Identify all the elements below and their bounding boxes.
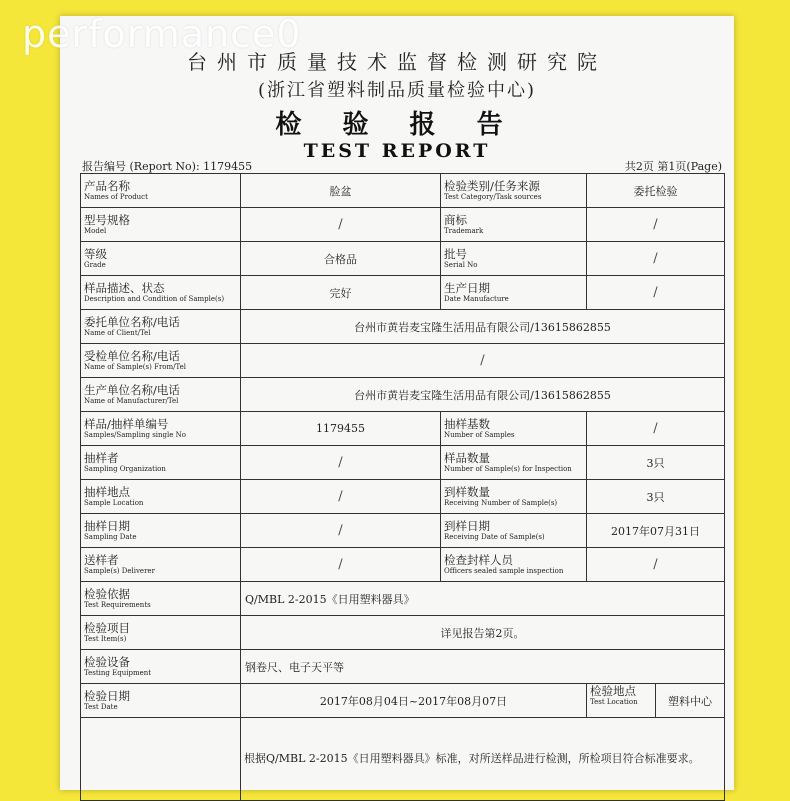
- field-value: 合格品: [241, 242, 441, 276]
- field-value: 台州市黄岩麦宝隆生活用品有限公司/13615862855: [241, 378, 725, 412]
- report-sheet: [60, 16, 734, 790]
- field-label: 批号 Serial No: [441, 242, 587, 276]
- field-value: /: [587, 242, 725, 276]
- field-value: /: [241, 446, 441, 480]
- conclusion-label-cell: [81, 718, 241, 801]
- field-label: 样品描述、状态 Description and Condition of Sample(s): [81, 276, 241, 310]
- table-row: [81, 582, 725, 616]
- report-table: [80, 173, 725, 801]
- center-name: (浙江省塑料制品质量检验中心): [257, 80, 537, 101]
- table-row: [81, 446, 725, 480]
- field-label: 到样数量 Receiving Number of Sample(s): [441, 480, 587, 514]
- field-value: 委托检验: [587, 174, 725, 208]
- field-value: 脸盆: [241, 174, 441, 208]
- field-label: 受检单位名称/电话 Name of Sample(s) From/Tel: [81, 344, 241, 378]
- field-label: 送样者 Sample(s) Deliverer: [81, 548, 241, 582]
- field-label: 抽样基数 Number of Samples: [441, 412, 587, 446]
- table-row: [81, 480, 725, 514]
- table-row: [81, 310, 725, 344]
- field-label: 商标 Trademark: [441, 208, 587, 242]
- conclusion-text: 根据Q/MBL 2-2015《日用塑料器具》标准，对所送样品进行检测，所检项目符合标准要求。: [241, 718, 725, 801]
- institute-name: 台州市质量技术监督检测研究院: [187, 50, 607, 74]
- table-row: [81, 718, 725, 801]
- field-value: 塑料中心: [668, 694, 712, 708]
- field-label: 检验地点 Test Location: [587, 684, 656, 717]
- table-row: [81, 276, 725, 310]
- table-row: [81, 174, 725, 208]
- field-value: /: [587, 412, 725, 446]
- field-label: 生产单位名称/电话 Name of Manufacturer/Tel: [81, 378, 241, 412]
- report-number: 报告编号 (Report No): 1179455: [82, 160, 253, 173]
- table-row: [81, 548, 725, 582]
- field-value: /: [241, 548, 441, 582]
- field-value: /: [241, 208, 441, 242]
- field-label: 检验项目 Test Item(s): [81, 616, 241, 650]
- field-label: 抽样日期 Sampling Date: [81, 514, 241, 548]
- field-value: Q/MBL 2-2015《日用塑料器具》: [241, 582, 725, 616]
- test-location-cell: [587, 684, 725, 718]
- field-value: 2017年08月04日~2017年08月07日: [241, 684, 587, 718]
- field-label: 抽样地点 Sample Location: [81, 480, 241, 514]
- table-row: [81, 208, 725, 242]
- field-value: 2017年07月31日: [587, 514, 725, 548]
- field-label: 型号规格 Model: [81, 208, 241, 242]
- table-row: [81, 616, 725, 650]
- field-value: /: [587, 548, 725, 582]
- table-row: [81, 344, 725, 378]
- field-label: 检验类别/任务来源 Test Category/Task sources: [441, 174, 587, 208]
- field-label: 检查封样人员 Officers sealed sample inspection: [441, 548, 587, 582]
- field-label: 样品数量 Number of Sample(s) for Inspection: [441, 446, 587, 480]
- report-title-cn: 检 验 报 告: [275, 110, 519, 140]
- field-label: 产品名称 Names of Product: [81, 174, 241, 208]
- field-value: /: [587, 208, 725, 242]
- field-label: 检验日期 Test Date: [81, 684, 241, 718]
- field-value: 3只: [587, 480, 725, 514]
- table-row: [81, 378, 725, 412]
- field-value: 1179455: [241, 412, 441, 446]
- table-row: [81, 650, 725, 684]
- field-value: /: [241, 514, 441, 548]
- field-label: 到样日期 Receiving Date of Sample(s): [441, 514, 587, 548]
- field-value: 钢卷尺、电子天平等: [241, 650, 725, 684]
- field-value: /: [241, 480, 441, 514]
- report-title-en: TEST REPORT: [303, 140, 491, 162]
- table-row: [81, 412, 725, 446]
- field-value: 台州市黄岩麦宝隆生活用品有限公司/13615862855: [241, 310, 725, 344]
- field-value: 完好: [241, 276, 441, 310]
- field-value: 详见报告第2页。: [241, 616, 725, 650]
- watermark: performance0: [22, 12, 302, 56]
- table-row: [81, 514, 725, 548]
- page-info: 共2页 第1页(Page): [624, 160, 722, 173]
- table-row: [81, 242, 725, 276]
- field-label: 检验设备 Testing Equipment: [81, 650, 241, 684]
- field-label: 委托单位名称/电话 Name of Client/Tel: [81, 310, 241, 344]
- field-label: 样品/抽样单编号 Samples/Sampling single No: [81, 412, 241, 446]
- field-value: 3只: [587, 446, 725, 480]
- field-label: 等级 Grade: [81, 242, 241, 276]
- table-row: [81, 684, 725, 718]
- field-value: /: [587, 276, 725, 310]
- field-value: /: [241, 344, 725, 378]
- field-label: 检验依据 Test Requirements: [81, 582, 241, 616]
- field-label: 生产日期 Date Manufacture: [441, 276, 587, 310]
- field-label: 抽样者 Sampling Organization: [81, 446, 241, 480]
